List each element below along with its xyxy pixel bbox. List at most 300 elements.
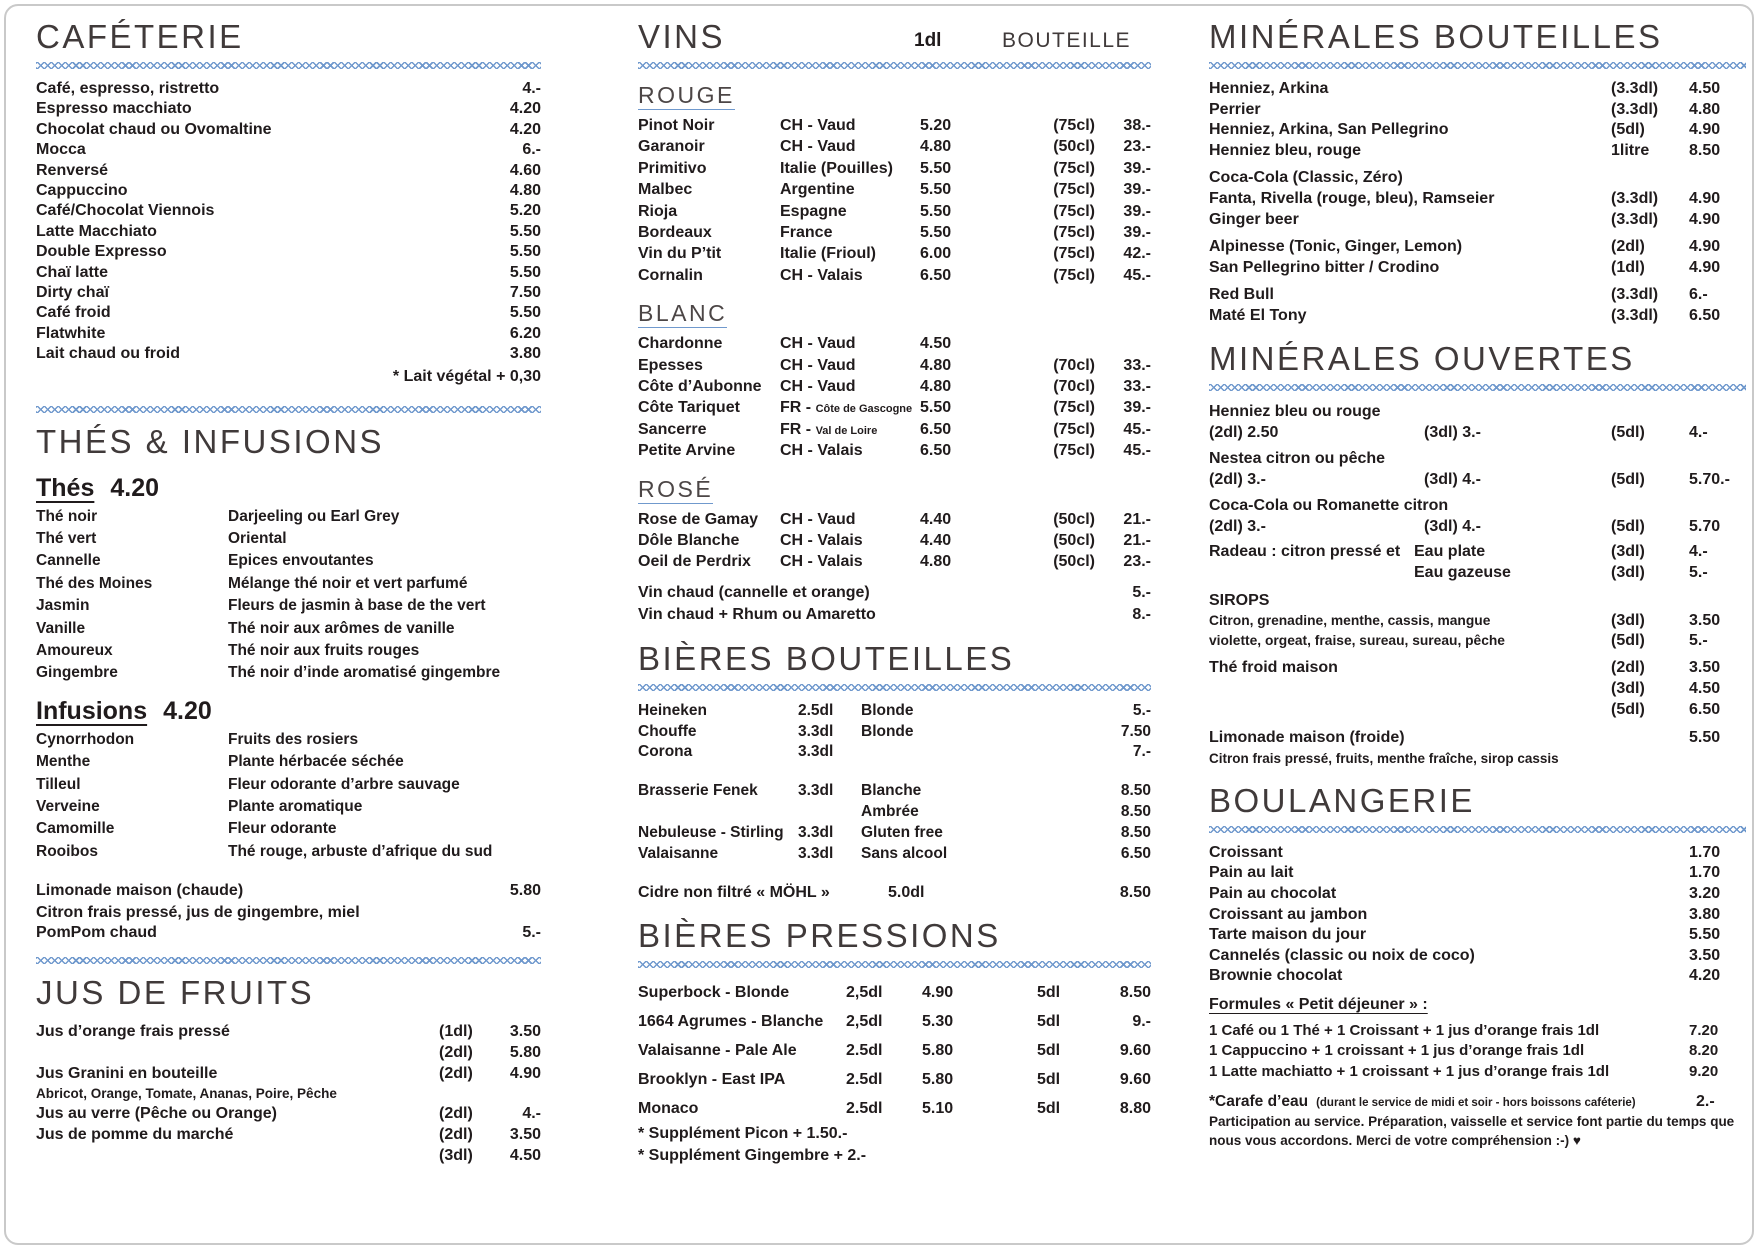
item-size: (2dl) bbox=[439, 1065, 473, 1082]
item-name: Fanta, Rivella (rouge, bleu), Ramseier bbox=[1209, 189, 1495, 207]
wine-origin bbox=[780, 334, 920, 355]
item-name: Chocolat chaud ou Ovomaltine bbox=[36, 120, 272, 138]
wine-bottle-price: 45.- bbox=[1123, 266, 1151, 284]
thes-items bbox=[36, 506, 541, 685]
wine-bottle-price: 39.- bbox=[1123, 223, 1151, 241]
beer-type: Gluten free bbox=[861, 823, 943, 841]
rouge-rows bbox=[638, 116, 1151, 287]
wine-origin bbox=[780, 531, 920, 552]
item-price: 4.90 bbox=[1689, 210, 1721, 228]
item-price: 5.- bbox=[1689, 564, 1708, 582]
item-price: 3.80 bbox=[1689, 905, 1721, 923]
item-price: 5.50 bbox=[509, 243, 541, 261]
item-name: Mocca bbox=[36, 141, 86, 159]
ouvertes-entry bbox=[1209, 495, 1746, 537]
wine-origin bbox=[780, 441, 920, 462]
menu-item-row bbox=[36, 303, 541, 323]
item-name: Henniez bleu, rouge bbox=[1209, 141, 1362, 159]
granini-desc: Abricot, Orange, Tomate, Ananas, Poire, Pêche bbox=[36, 1086, 337, 1101]
price-5dl: 5.70 bbox=[1689, 518, 1721, 536]
item-name: Pain au chocolat bbox=[1209, 884, 1337, 902]
section-jus-de-fruits bbox=[36, 957, 541, 1166]
item-name: Limonade maison (chaude) bbox=[36, 882, 244, 900]
beer-bottle-rows bbox=[638, 701, 1151, 763]
mineral-group bbox=[1209, 168, 1746, 230]
section-thes-infusions bbox=[36, 406, 541, 943]
beer-price-large: 8.50 bbox=[1119, 984, 1151, 1002]
wine-bottle-price: 33.- bbox=[1123, 356, 1151, 374]
tea-desc: Mélange thé noir et vert parfumé bbox=[228, 574, 468, 592]
section-bieres-pressions bbox=[638, 917, 1151, 1167]
item-name: Tarte maison du jour bbox=[1209, 926, 1367, 944]
beer-type: Blanche bbox=[861, 782, 922, 800]
infusion-desc: Fleur odorante bbox=[228, 820, 337, 838]
wine-origin-main: CH - Vaud bbox=[780, 356, 856, 374]
menu-item-row bbox=[36, 283, 541, 303]
item-price: 4.20 bbox=[509, 120, 541, 138]
beer-price-small: 5.80 bbox=[922, 1042, 954, 1060]
wine-name: Dôle Blanche bbox=[638, 532, 740, 550]
item-size: (3dl) bbox=[1611, 680, 1645, 697]
item-size-empty bbox=[1611, 884, 1689, 905]
item-price: 4.50 bbox=[509, 1147, 541, 1164]
item-size: (5dl) bbox=[1611, 121, 1645, 139]
thes-price: 4.20 bbox=[110, 473, 160, 502]
wine-name: Petite Arvine bbox=[638, 442, 736, 460]
beer-price: 8.50 bbox=[1120, 802, 1151, 820]
wine-row bbox=[638, 552, 1151, 573]
wine-name: Cornalin bbox=[638, 266, 703, 284]
item-size-empty bbox=[1611, 863, 1689, 884]
item-name: Café/Chocolat Viennois bbox=[36, 202, 215, 220]
wine-bottle-size: (50cl) bbox=[1053, 532, 1095, 550]
jus-row bbox=[36, 1021, 541, 1042]
item-name: Dirty chaï bbox=[36, 284, 109, 301]
blanc-subheading bbox=[638, 300, 1151, 327]
wine-bottle-size: (75cl) bbox=[1053, 420, 1095, 438]
item-size-empty bbox=[1611, 905, 1689, 926]
pression-row bbox=[638, 1094, 1151, 1123]
infusion-row bbox=[36, 841, 541, 863]
wine-name: Primitivo bbox=[638, 159, 707, 177]
tea-row bbox=[36, 662, 541, 684]
wine-origin-main: CH - Valais bbox=[780, 532, 863, 550]
infusion-name: Tilleul bbox=[36, 775, 81, 793]
wine-price-1dl: 4.80 bbox=[920, 378, 952, 395]
wine-price-1dl: 5.50 bbox=[920, 181, 952, 199]
wine-origin bbox=[780, 223, 920, 244]
item-size-empty bbox=[1611, 966, 1689, 987]
formules-title: Formules « Petit déjeuner » : bbox=[1209, 995, 1428, 1013]
item-price: 5.- bbox=[1132, 583, 1151, 601]
item-price: 4.80 bbox=[1689, 100, 1721, 118]
formule-row bbox=[1209, 1021, 1746, 1041]
limonade-froide-row bbox=[1209, 728, 1746, 749]
rose-label: ROSÉ bbox=[638, 475, 714, 502]
wine-origin bbox=[780, 552, 920, 573]
wine-bottle-price: 38.- bbox=[1123, 116, 1151, 134]
wine-price-1dl: 5.50 bbox=[920, 202, 952, 220]
item-name: San Pellegrino bitter / Crodino bbox=[1209, 258, 1440, 276]
wine-origin-main: CH - Valais bbox=[780, 442, 863, 460]
menu-page bbox=[4, 4, 1754, 1245]
wine-bottle-size: (75cl) bbox=[1053, 266, 1095, 284]
beer-price: 7.- bbox=[1132, 743, 1151, 761]
beer-size-large: 5dl bbox=[1037, 1100, 1061, 1118]
item-price: 1.70 bbox=[1689, 864, 1721, 882]
wine-row bbox=[638, 244, 1151, 265]
mineral-row bbox=[1209, 258, 1746, 279]
item-price: 6.- bbox=[1689, 286, 1708, 304]
item-price: 5.50 bbox=[509, 222, 541, 240]
mineral-row bbox=[1209, 285, 1746, 306]
item-price: 5.80 bbox=[509, 882, 541, 900]
wine-name: Garanoir bbox=[638, 138, 705, 156]
wine-row bbox=[638, 202, 1151, 223]
formule-name: 1 Latte machiatto + 1 croissant + 1 jus d’orange frais 1dl bbox=[1209, 1062, 1610, 1080]
wine-bottle-price: 33.- bbox=[1123, 378, 1151, 395]
beer-name: Superbock - Blonde bbox=[638, 984, 790, 1002]
item-price: 4.90 bbox=[1689, 258, 1721, 276]
price-5dl: 5.70.- bbox=[1689, 471, 1730, 489]
item-size: (3dl) bbox=[1611, 612, 1645, 630]
item-name: Café, espresso, ristretto bbox=[36, 79, 220, 97]
beer-size: 3.3dl bbox=[798, 743, 834, 761]
jus-row bbox=[36, 1042, 541, 1063]
cafeterie-title: CAFÉTERIE bbox=[36, 18, 244, 55]
tea-name: Thé vert bbox=[36, 529, 97, 547]
infusion-desc: Fleur odorante d’arbre sauvage bbox=[228, 775, 460, 793]
column-middle bbox=[638, 18, 1151, 1167]
beer-size-large: 5dl bbox=[1037, 1013, 1061, 1031]
beer-price-large: 8.80 bbox=[1119, 1100, 1151, 1118]
item-size: (1dl) bbox=[1611, 258, 1645, 276]
price-5dl: 4.- bbox=[1689, 424, 1708, 442]
mineral-row bbox=[1209, 100, 1746, 121]
beer-type: Ambrée bbox=[861, 802, 919, 820]
beer-price-large: 9.- bbox=[1132, 1013, 1151, 1031]
item-name: Nestea citron ou pêche bbox=[1209, 450, 1386, 468]
item-size: (3dl) bbox=[439, 1147, 473, 1164]
beer-price-small: 5.30 bbox=[922, 1013, 954, 1031]
wine-price-1dl: 6.50 bbox=[920, 420, 952, 438]
jus-row bbox=[36, 1103, 541, 1124]
beer-size-large: 5dl bbox=[1037, 1042, 1061, 1060]
pression-row bbox=[638, 1036, 1151, 1065]
wine-name: Côte Tariquet bbox=[638, 399, 740, 417]
ouvertes-entry bbox=[1209, 401, 1746, 443]
wine-bottle-size: (75cl) bbox=[1053, 399, 1095, 417]
the-froid-row bbox=[1209, 679, 1746, 700]
cidre-row bbox=[638, 882, 1151, 903]
beer-type: Blonde bbox=[861, 722, 914, 740]
item-name: Espresso macchiato bbox=[36, 100, 192, 118]
wine-name: Oeil de Perdrix bbox=[638, 553, 751, 571]
item-size: (3.3dl) bbox=[1611, 286, 1659, 304]
item-size: (3.3dl) bbox=[1611, 100, 1659, 118]
price-2dl: (2dl) 3.- bbox=[1209, 471, 1266, 489]
wine-row bbox=[638, 510, 1151, 531]
wine-bottle-price: 39.- bbox=[1123, 181, 1151, 199]
tea-row bbox=[36, 506, 541, 528]
tea-row bbox=[36, 528, 541, 550]
wine-price-1dl: 6.00 bbox=[920, 245, 952, 263]
item-price: 4.90 bbox=[509, 1065, 541, 1082]
formule-row bbox=[1209, 1041, 1746, 1061]
item-name: Coca-Cola ou Romanette citron bbox=[1209, 497, 1449, 515]
size-5dl: (5dl) bbox=[1611, 424, 1645, 442]
menu-item-row bbox=[36, 263, 541, 283]
wine-price-1dl: 5.50 bbox=[920, 223, 952, 241]
beer-size-small: 2.5dl bbox=[846, 1071, 883, 1089]
pression-notes bbox=[638, 1123, 1151, 1167]
pression-row bbox=[638, 978, 1151, 1007]
infusion-name: Cynorrhodon bbox=[36, 730, 135, 748]
price-3dl: (3dl) 4.- bbox=[1424, 471, 1481, 489]
item-name: Ginger beer bbox=[1209, 210, 1299, 228]
ouvertes-entry bbox=[1209, 448, 1746, 490]
beer-size-small: 2.5dl bbox=[846, 1042, 883, 1060]
item-name: Red Bull bbox=[1209, 286, 1274, 304]
vins-title: VINS bbox=[638, 18, 726, 55]
rose-subheading bbox=[638, 476, 1151, 503]
wine-name: Vin du P’tit bbox=[638, 245, 722, 263]
section-divider bbox=[638, 684, 1151, 691]
section-minerales-bouteilles bbox=[1209, 18, 1746, 326]
formule-price: 9.20 bbox=[1689, 1062, 1719, 1080]
item-price: 4.90 bbox=[1689, 121, 1721, 139]
mineral-group bbox=[1209, 285, 1746, 326]
limonade-froide-desc: Citron frais pressé, fruits, menthe fraîche, sirop cassis bbox=[1209, 750, 1559, 766]
limonade-chaude-row bbox=[36, 881, 541, 901]
wine-bottle-price: 39.- bbox=[1123, 202, 1151, 220]
menu-item-row bbox=[36, 201, 541, 221]
menu-item-row bbox=[36, 140, 541, 160]
item-size: (3.3dl) bbox=[1611, 189, 1659, 207]
tea-desc: Epices envoutantes bbox=[228, 552, 374, 570]
item-price: 4.60 bbox=[509, 161, 541, 179]
item-size-empty bbox=[1611, 843, 1689, 864]
thes-group-label bbox=[36, 474, 541, 503]
wine-bottle-size: (75cl) bbox=[1053, 223, 1095, 241]
ouvertes-sizes-row bbox=[1209, 516, 1746, 537]
section-cafeterie bbox=[36, 18, 541, 388]
item-price: 6.20 bbox=[509, 324, 541, 342]
item-name: Jus Granini en bouteille bbox=[36, 1065, 218, 1082]
menu-item-row bbox=[1209, 966, 1746, 987]
item-size: (1dl) bbox=[439, 1023, 473, 1040]
infusion-name: Rooibos bbox=[36, 842, 98, 860]
wine-row bbox=[638, 180, 1151, 201]
infusions-label: Infusions bbox=[36, 696, 148, 725]
infusion-row bbox=[36, 774, 541, 796]
menu-item-row bbox=[1209, 925, 1746, 946]
item-name: Maté El Tony bbox=[1209, 306, 1307, 324]
item-name: Jus d’orange frais pressé bbox=[36, 1023, 230, 1040]
column-left bbox=[36, 18, 541, 1166]
item-size: 5.0dl bbox=[888, 884, 925, 902]
wine-origin-main: CH - Valais bbox=[780, 553, 863, 571]
tea-desc: Oriental bbox=[228, 529, 287, 547]
infusion-name: Camomille bbox=[36, 820, 115, 838]
tea-desc: Thé noir d’inde aromatisé gingembre bbox=[228, 664, 501, 682]
menu-item-row bbox=[36, 120, 541, 140]
wine-price-1dl: 5.20 bbox=[920, 116, 952, 134]
wine-name: Chardonne bbox=[638, 335, 723, 353]
beer-price: 7.50 bbox=[1120, 722, 1151, 740]
beer-size-large: 5dl bbox=[1037, 984, 1061, 1002]
item-price: 8.50 bbox=[1119, 884, 1151, 902]
item-name: Henniez, Arkina, San Pellegrino bbox=[1209, 121, 1449, 139]
beer-row bbox=[638, 722, 1151, 743]
radeau-option: Eau plate bbox=[1414, 543, 1486, 561]
item-size-empty bbox=[1611, 925, 1689, 946]
formule-row bbox=[1209, 1062, 1746, 1082]
wine-bottle-price: 39.- bbox=[1123, 399, 1151, 417]
wine-origin bbox=[780, 244, 920, 265]
wine-origin bbox=[780, 377, 920, 398]
item-name: Lait chaud ou froid bbox=[36, 345, 180, 363]
item-price: 5.20 bbox=[509, 202, 541, 220]
wine-origin bbox=[780, 398, 920, 419]
wine-bottle-size: (75cl) bbox=[1053, 442, 1095, 460]
beer-size-small: 2,5dl bbox=[846, 984, 883, 1002]
tea-desc: Darjeeling ou Earl Grey bbox=[228, 507, 400, 525]
menu-item-row bbox=[36, 324, 541, 344]
item-size: (2dl) bbox=[1611, 238, 1645, 256]
item-size: (2dl) bbox=[439, 1126, 473, 1143]
beer-row bbox=[638, 844, 1151, 865]
beer-type: Blonde bbox=[861, 701, 914, 719]
beer-size-small: 2,5dl bbox=[846, 1013, 883, 1031]
item-name: Café froid bbox=[36, 304, 111, 322]
wine-origin-main: CH - Valais bbox=[780, 266, 863, 284]
wine-row bbox=[638, 159, 1151, 180]
tea-row bbox=[36, 618, 541, 640]
item-name: Henniez, Arkina bbox=[1209, 79, 1329, 97]
item-name: Vin chaud (cannelle et orange) bbox=[638, 583, 870, 601]
jus-title: JUS DE FRUITS bbox=[36, 974, 315, 1012]
infusion-row bbox=[36, 796, 541, 818]
beer-price: 8.50 bbox=[1120, 782, 1151, 800]
price-2dl: (2dl) 2.50 bbox=[1209, 424, 1279, 442]
formule-name: 1 Cappuccino + 1 croissant + 1 jus d’orange frais 1dl bbox=[1209, 1042, 1585, 1060]
wine-origin bbox=[780, 510, 920, 531]
blanc-label: BLANC bbox=[638, 300, 728, 327]
item-size: (3.3dl) bbox=[1611, 210, 1659, 228]
item-name bbox=[1209, 700, 1611, 721]
item-name: Henniez bleu ou rouge bbox=[1209, 403, 1381, 421]
minerales-ouvertes-title: MINÉRALES OUVERTES bbox=[1209, 340, 1635, 378]
beer-name: Nebuleuse - Stirling bbox=[638, 823, 784, 841]
beer-price-small: 5.80 bbox=[922, 1071, 954, 1089]
tea-desc: Fleurs de jasmin à base de the vert bbox=[228, 597, 486, 615]
item-name: Croissant bbox=[1209, 843, 1283, 861]
beer-row bbox=[638, 802, 1151, 823]
cafeterie-note: * Lait végétal + 0,30 bbox=[392, 367, 541, 385]
menu-item-row bbox=[1209, 863, 1746, 884]
wine-origin-main: FR - bbox=[780, 420, 812, 438]
pression-row bbox=[638, 1065, 1151, 1094]
mineral-group bbox=[1209, 237, 1746, 278]
wine-price-1dl: 6.50 bbox=[920, 442, 952, 460]
item-size: (5dl) bbox=[1611, 700, 1645, 718]
section-divider bbox=[1209, 384, 1746, 391]
rouge-subheading bbox=[638, 82, 1151, 109]
wine-bottle-size: (75cl) bbox=[1053, 116, 1095, 134]
pression-rows bbox=[638, 978, 1151, 1123]
item-price: 6.50 bbox=[1689, 700, 1721, 718]
mineral-row bbox=[1209, 237, 1746, 258]
wine-bottle-size bbox=[980, 334, 1095, 355]
wine-origin bbox=[780, 356, 920, 377]
wine-price-1dl: 4.80 bbox=[920, 356, 952, 374]
size-5dl: (5dl) bbox=[1611, 518, 1645, 536]
section-divider bbox=[36, 957, 541, 964]
tea-name: Vanille bbox=[36, 619, 86, 637]
item-name: Vin chaud + Rhum ou Amaretto bbox=[638, 605, 876, 623]
wine-price-1dl: 6.50 bbox=[920, 266, 952, 284]
ouvertes-sizes-row bbox=[1209, 469, 1746, 490]
infusion-desc: Plante hérbacée séchée bbox=[228, 753, 404, 771]
bieres-bouteilles-title: BIÈRES BOUTEILLES bbox=[638, 639, 1015, 677]
mineral-row bbox=[1209, 168, 1746, 189]
the-froid-rows bbox=[1209, 658, 1746, 720]
wine-bottle-price: 21.- bbox=[1123, 510, 1151, 528]
mineral-row bbox=[1209, 306, 1746, 327]
tea-name: Amoureux bbox=[36, 642, 113, 659]
item-price: 4.80 bbox=[509, 181, 541, 199]
infusion-items bbox=[36, 729, 541, 863]
item-size: (2dl) bbox=[439, 1105, 473, 1122]
mineral-row bbox=[1209, 79, 1746, 100]
item-price: 4.90 bbox=[1689, 189, 1721, 207]
wine-bottle-price bbox=[1095, 334, 1151, 355]
wine-price-1dl: 4.80 bbox=[920, 138, 952, 156]
wine-name: Rioja bbox=[638, 202, 678, 220]
item-price: 3.80 bbox=[509, 345, 541, 363]
item-price: 3.20 bbox=[1689, 884, 1721, 902]
wine-origin-main: CH - Vaud bbox=[780, 116, 856, 134]
item-name: Brownie chocolat bbox=[1209, 967, 1343, 985]
beer-name: Brasserie Fenek bbox=[638, 782, 758, 800]
wine-bottle-size: (70cl) bbox=[1053, 356, 1095, 374]
menu-item-row bbox=[36, 181, 541, 201]
wine-origin-main: Italie (Frioul) bbox=[780, 245, 876, 263]
radeau-option: Eau gazeuse bbox=[1414, 564, 1511, 582]
beer-size-large: 5dl bbox=[1037, 1071, 1061, 1089]
carafe-label: *Carafe d’eau bbox=[1209, 1093, 1309, 1111]
section-divider bbox=[1209, 826, 1746, 833]
section-bieres-bouteilles bbox=[638, 640, 1151, 904]
beer-price-large: 9.60 bbox=[1119, 1042, 1151, 1060]
beer-size: 3.3dl bbox=[798, 823, 834, 841]
beer-size: 3.3dl bbox=[798, 782, 834, 800]
wine-row bbox=[638, 377, 1151, 398]
wine-bottle-size: (50cl) bbox=[1053, 553, 1095, 571]
wine-bottle-size: (50cl) bbox=[1053, 138, 1095, 156]
formule-price: 7.20 bbox=[1689, 1021, 1719, 1039]
beer-type: Sans alcool bbox=[861, 844, 948, 862]
beer-row bbox=[638, 781, 1151, 802]
thes-title: THÉS & INFUSIONS bbox=[36, 422, 385, 460]
item-price: 4.50 bbox=[1689, 79, 1721, 97]
service-note: Participation au service. Préparation, vaisselle et service font partie du temps que nous vous accordons. Merci de votre compréhension :-) ♥ bbox=[1209, 1114, 1735, 1148]
wine-price-1dl: 4.40 bbox=[920, 510, 952, 528]
blanc-rows bbox=[638, 334, 1151, 462]
item-size: (2dl) bbox=[439, 1044, 473, 1061]
wine-origin bbox=[780, 420, 920, 441]
